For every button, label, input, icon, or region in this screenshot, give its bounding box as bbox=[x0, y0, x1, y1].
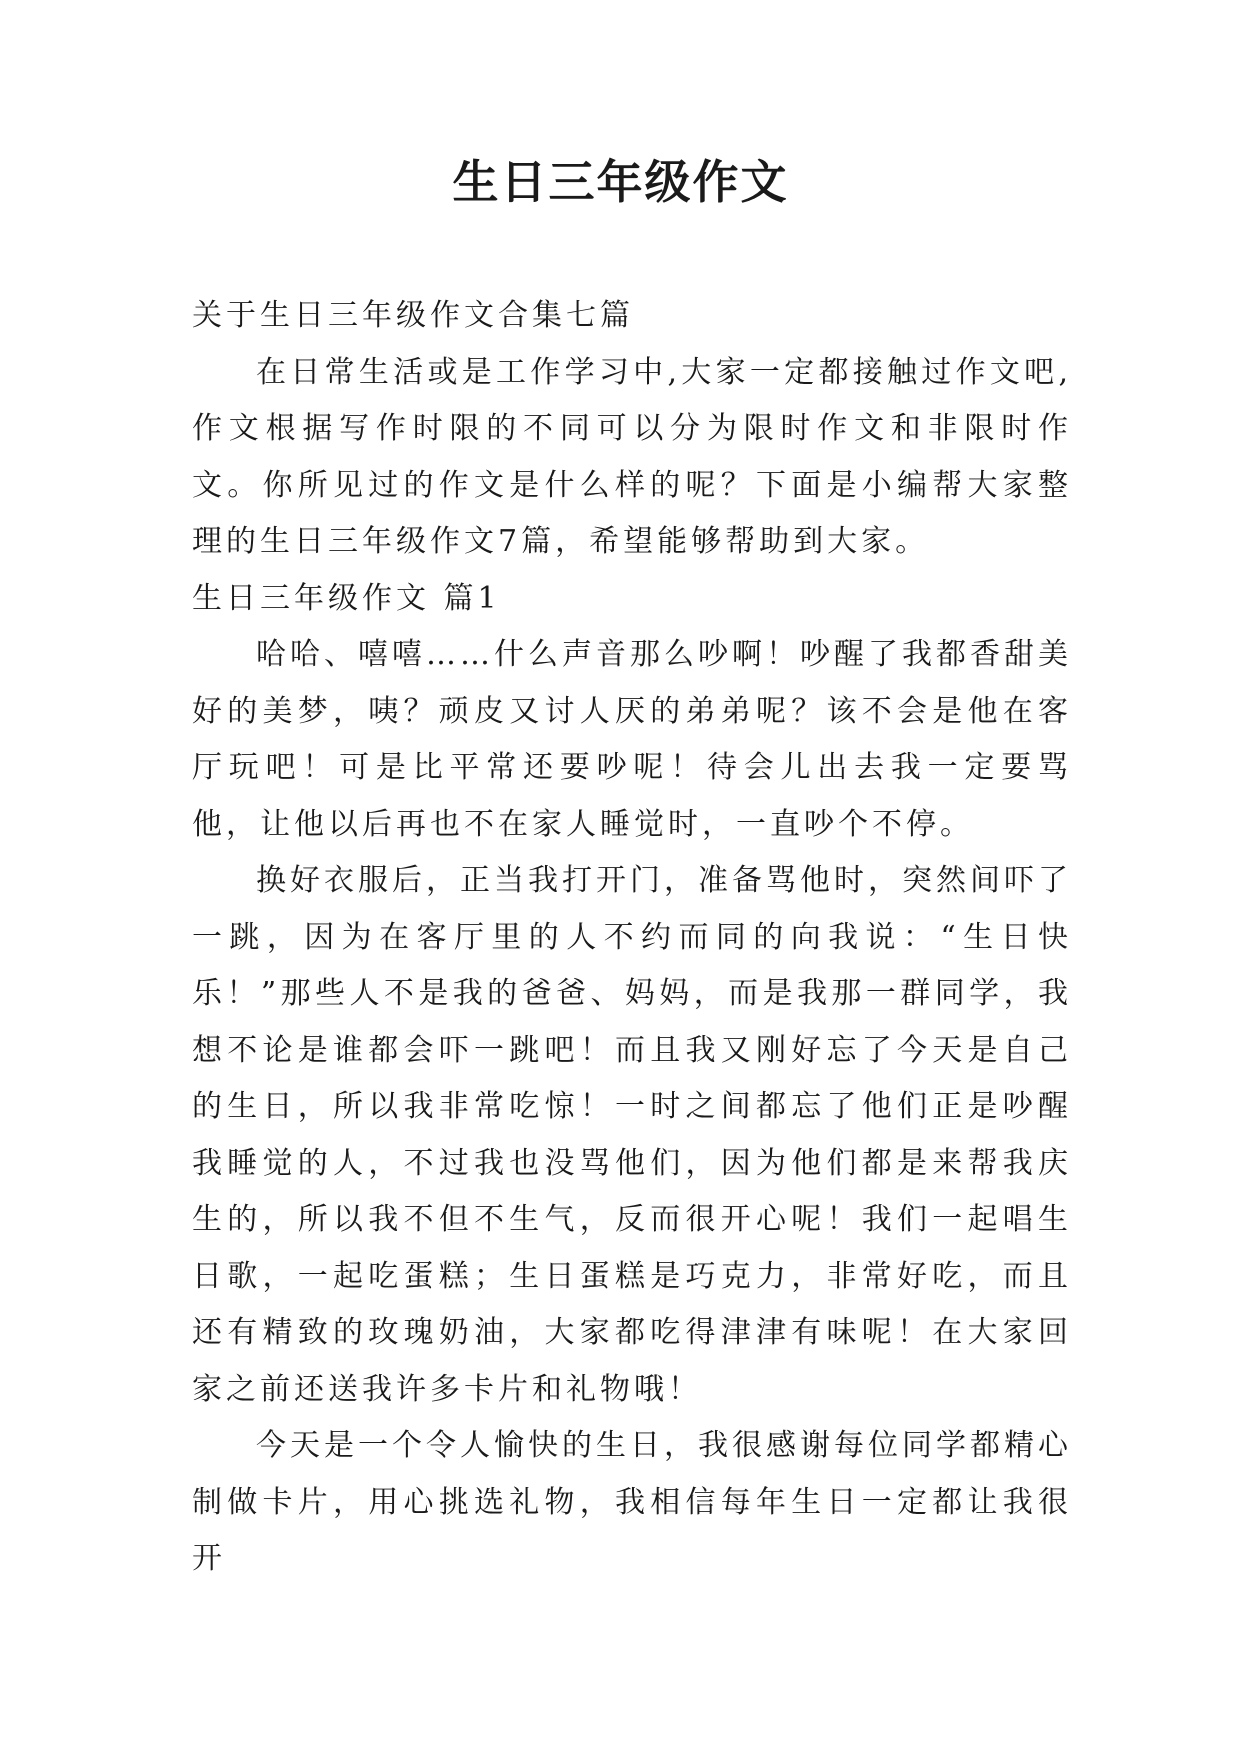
body-paragraph-1: 哈哈、嘻嘻……什么声音那么吵啊！吵醒了我都香甜美好的美梦，咦？顽皮又讨人厌的弟弟呢？该不会是他在客厅玩吧！可是比平常还要吵呢！待会儿出去我一定要骂他，让他以后再也不在家人睡觉时，一直吵个不停。 bbox=[192, 637, 1072, 842]
document-subtitle: 关于生日三年级作文合集七篇 bbox=[192, 298, 634, 333]
document-body bbox=[192, 288, 1072, 1588]
body-paragraph-2: 换好衣服后，正当我打开门，准备骂他时，突然间吓了一跳，因为在客厅里的人不约而同的向我说：“生日快乐！”那些人不是我的爸爸、妈妈，而是我那一群同学，我想不论是谁都会吓一跳吧！而且我又刚好忘了今天是自己的生日，所以我非常吃惊！一时之间都忘了他们正是吵醒我睡觉的人，不过我也没骂他们，因为他们都是来帮我庆生的，所以我不但不生气，反而很开心呢！我们一起唱生日歌，一起吃蛋糕；生日蛋糕是巧克力，非常好吃，而且还有精致的玫瑰奶油，大家都吃得津津有味呢！在大家回家之前还送我许多卡片和礼物哦！ bbox=[192, 863, 1072, 1407]
body-paragraph-3: 今天是一个令人愉快的生日，我很感谢每位同学都精心制做卡片，用心挑选礼物，我相信每年生日一定都让我很开 bbox=[192, 1428, 1072, 1576]
document-title: 生日三年级作文 bbox=[452, 155, 789, 209]
section-heading: 生日三年级作文 篇1 bbox=[192, 580, 501, 616]
intro-paragraph: 在日常生活或是工作学习中,大家一定都接触过作文吧,作文根据写作时限的不同可以分为限时作文和非限时作文。你所见过的作文是什么样的呢？下面是小编帮大家整理的生日三年级作文7篇，希望能够帮助到大家。 bbox=[192, 354, 1072, 559]
